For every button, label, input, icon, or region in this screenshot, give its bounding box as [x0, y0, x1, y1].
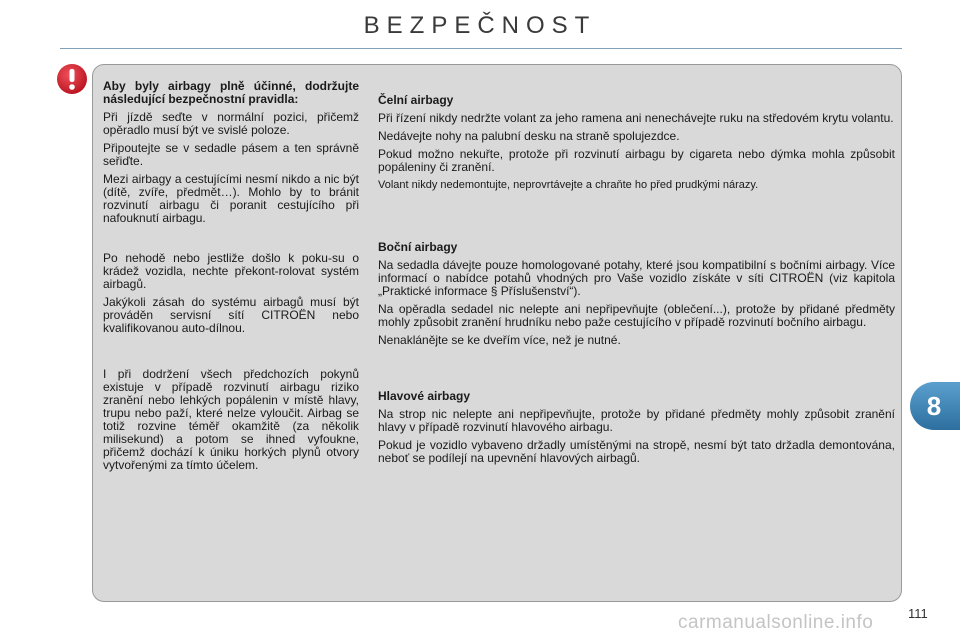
front-airbags-heading: Čelní airbagy: [378, 93, 454, 107]
chapter-number: 8: [926, 391, 942, 421]
page-title: BEZPEČNOST: [363, 12, 597, 39]
paragraph: Po nehodě nebo jestliže došlo k poku-su o krádež vozidla, nechte překont-rolovat systém airbagů.: [103, 251, 359, 291]
paragraph: Nenaklánějte se ke dveřím více, než je nutné.: [378, 333, 621, 347]
head-airbags-heading: Hlavové airbagy: [378, 389, 471, 403]
paragraph: Nedávejte nohy na palubní desku na straně spolujezdce.: [378, 129, 680, 143]
paragraph: Na strop nic nelepte ani nepřipevňujte, protože by přidané předměty mohly způsobit zranění hlavy v případě rozvinutí hlavového airbagu.: [378, 407, 895, 434]
rules-heading: Aby byly airbagy plně účinné, dodržujte následující bezpečnostní pravidla:: [103, 79, 359, 106]
paragraph: Při jízdě seďte v normální pozici, přičemž opěradlo musí být ve svislé poloze.: [103, 110, 359, 137]
paragraph: Na opěradla sedadel nic nelepte ani nepřipevňujte (oblečení...), protože by přidané předměty mohly způsobit zranění hrudníku nebo paže cestujícího v případě rozvinutí bočního airbagu.: [378, 302, 895, 329]
watermark: carmanualsonline.info: [678, 612, 874, 633]
right-column: [378, 94, 895, 470]
paragraph: Jakýkoli zásah do systému airbagů musí být prováděn servisní sítí CITROËN nebo kvalifikovanou auto-dílnou.: [103, 295, 359, 335]
left-column: [103, 80, 359, 477]
paragraph: Na sedadla dávejte pouze homologované potahy, které jsou kompatibilní s bočními airbagy. Více informací o nabídce potahů vhodných pro Vaše vozidlo získáte v síti CITROËN (viz kapitola „Praktické informace § Příslušenství“).: [378, 258, 895, 298]
paragraph: Připoutejte se v sedadle pásem a ten správně seřiďte.: [103, 141, 359, 168]
warning-icon: [56, 63, 88, 95]
title-divider: [60, 48, 902, 49]
paragraph: Pokud je vozidlo vybaveno držadly umístěnými na stropě, nesmí být tato držadla demontována, neboť se podílejí na upevnění hlavových airbagů.: [378, 438, 895, 465]
paragraph: Při řízení nikdy nedržte volant za jeho ramena ani nenechávejte ruku na středovém krytu volantu.: [378, 111, 894, 125]
paragraph: Pokud možno nekuřte, protože při rozvinutí airbagu by cigareta nebo dýmka mohla způsobit popáleniny či zranění.: [378, 147, 895, 174]
paragraph: Volant nikdy nedemontujte, neprovrtávejte a chraňte ho před prudkými nárazy.: [378, 179, 759, 191]
side-airbags-heading: Boční airbagy: [378, 240, 458, 254]
paragraph: Mezi airbagy a cestujícími nesmí nikdo a nic být (dítě, zvíře, předmět…). Mohlo by to bránit rozvinutí airbagu či poranit cestujícího při nafouknutí airbagu.: [103, 172, 359, 225]
page-number: 111: [908, 606, 928, 621]
paragraph: I při dodržení všech předchozích pokynů existuje v případě rozvinutí airbagu riziko zranění nebo lehkých popálenin v místě hlavy, trupu nebo paží, které nelze vyloučit. Airbag se totiž rozvine téměř okamžitě (za několik milisekund) a potom se ihned vyfoukne, přičemž dochází k úniku horkých plynů otvory vytvořenými za tímto účelem.: [103, 367, 359, 472]
